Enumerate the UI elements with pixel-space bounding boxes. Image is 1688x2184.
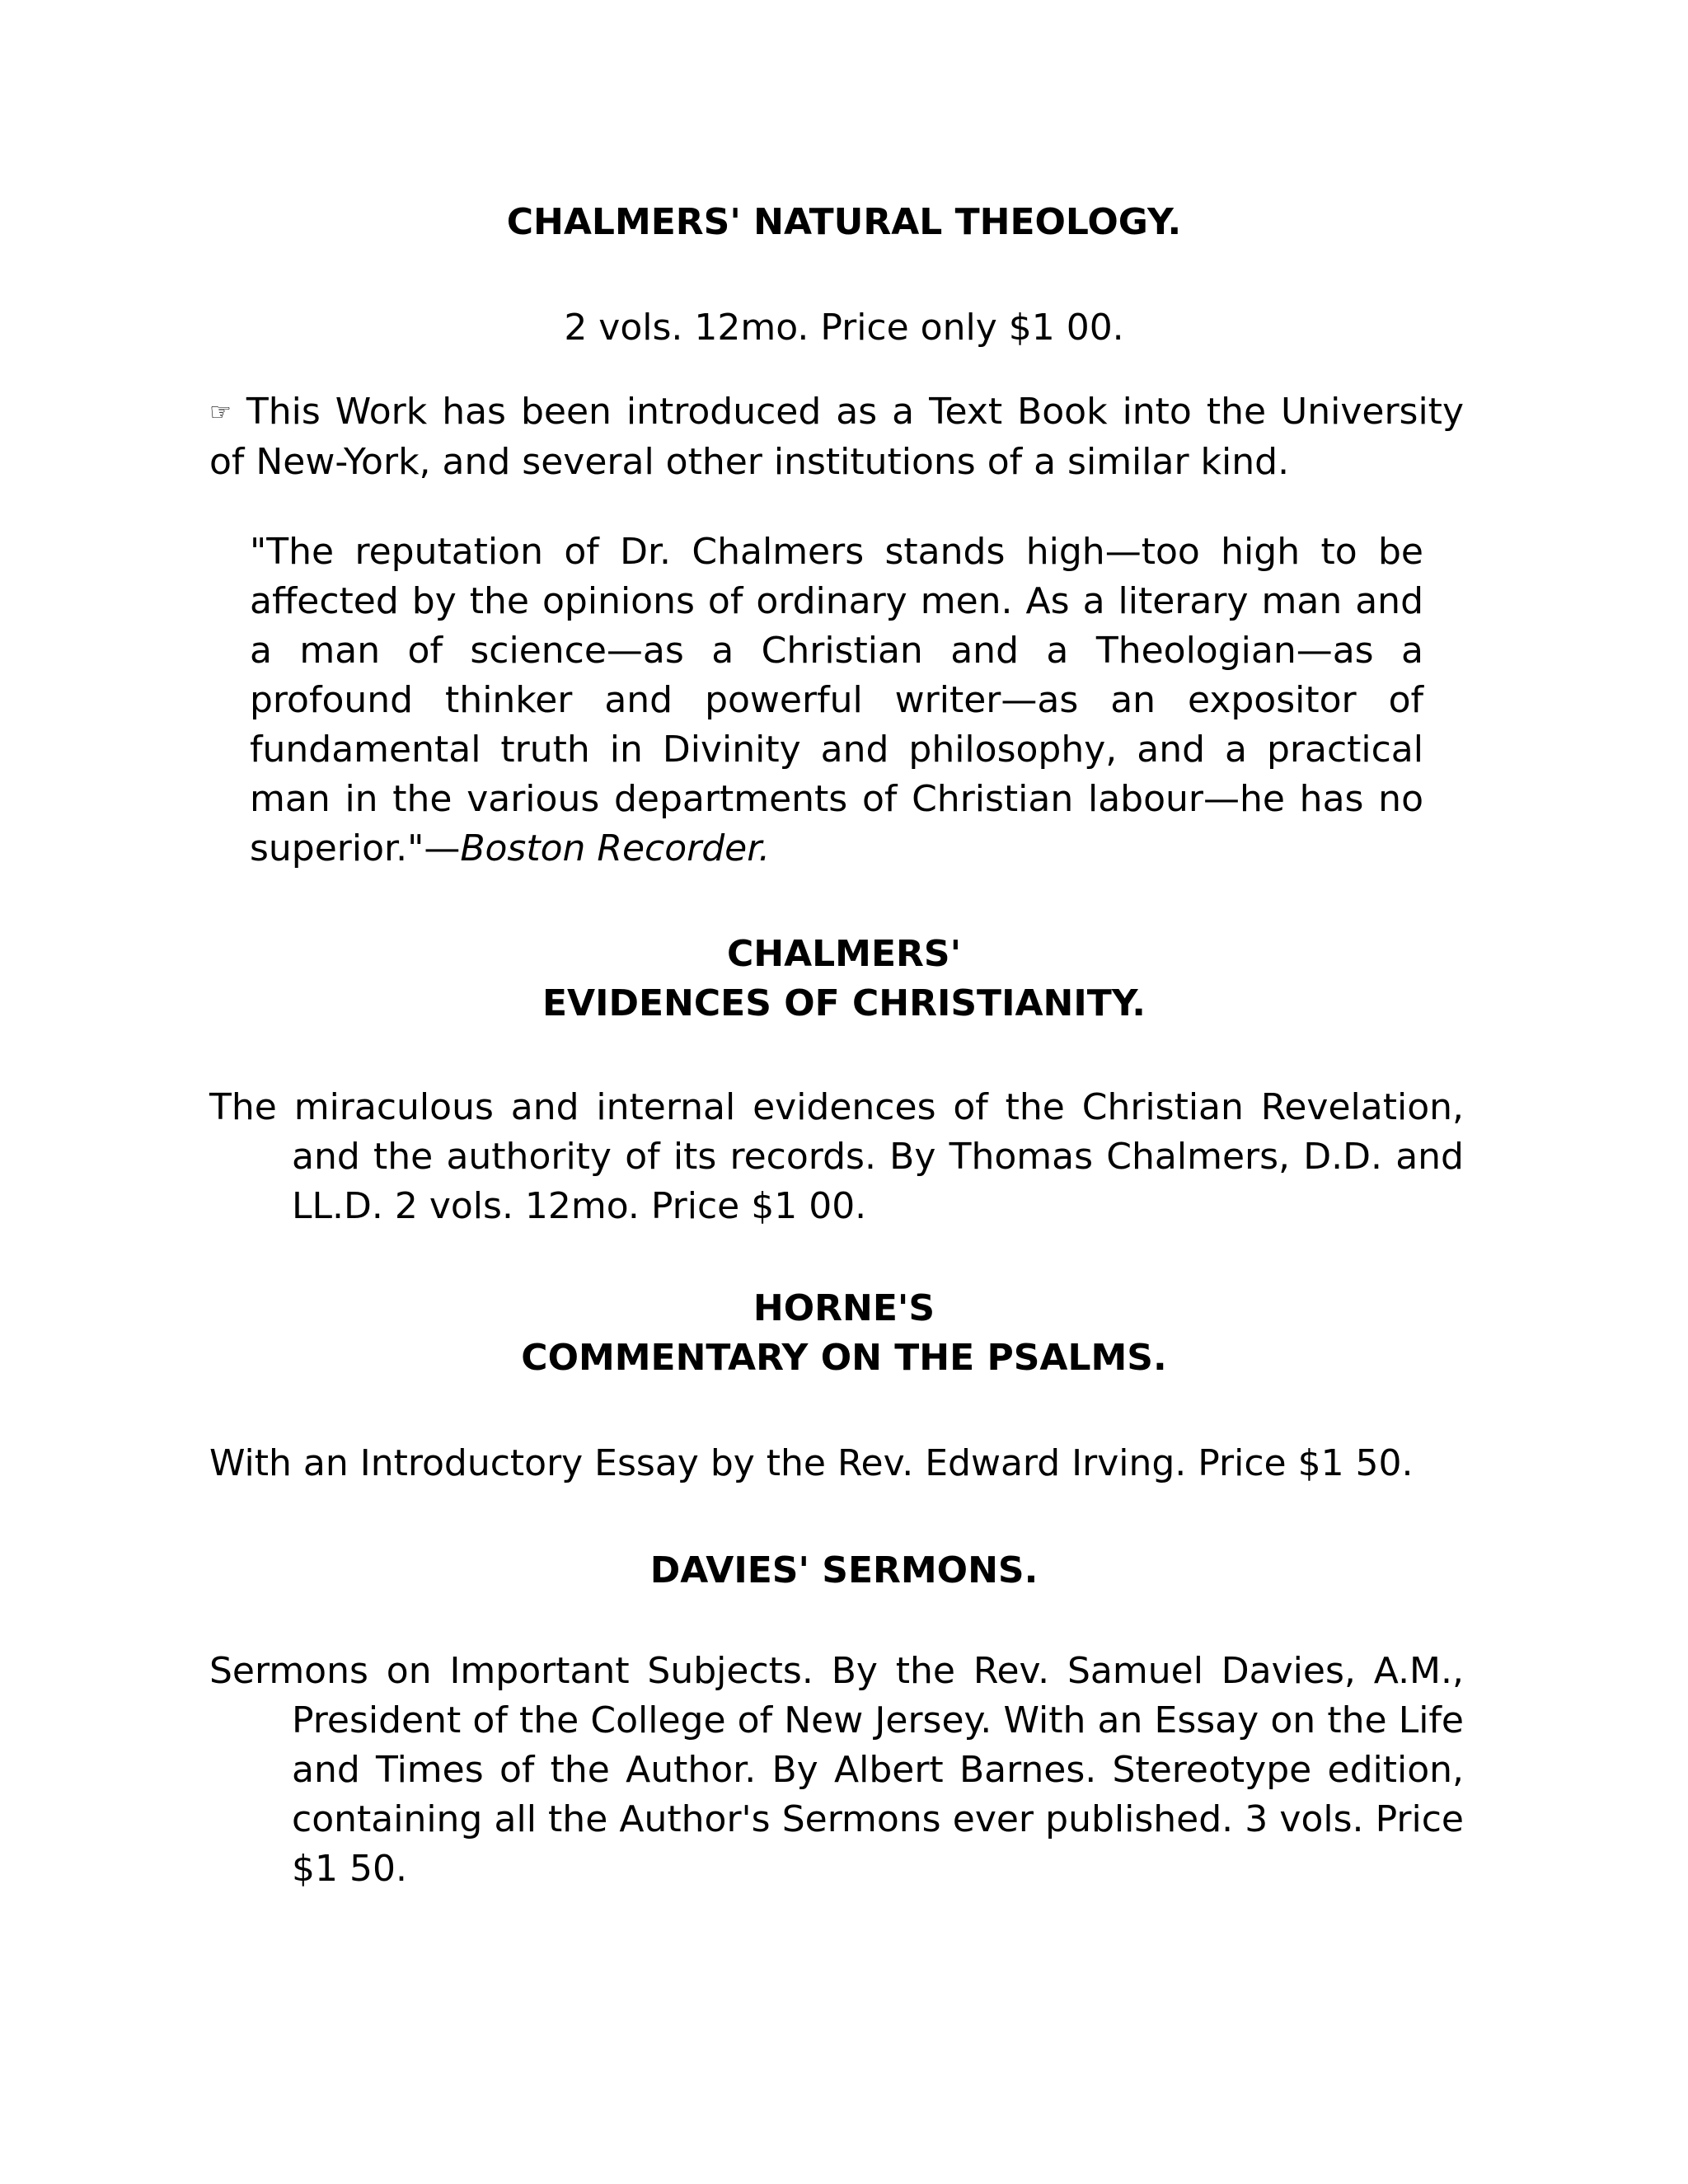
heading-commentary-psalms: COMMENTARY ON THE PSALMS. [521,1337,1167,1379]
description-evidences: The miraculous and internal evidences of the Christian Revelation, and the authority of its records. By Thomas Chalmers, D.D. and LL.D. 2 vols. 12mo. Price $1 00. [209,1086,1464,1227]
note-paragraph [209,387,1464,487]
description-commentary: With an Introductory Essay by the Rev. Edward Irving. Price $1 50. [209,1442,1414,1484]
pointing-hand-icon: ☞ [209,398,232,427]
price-line-natural-theology: 2 vols. 12mo. Price only $1 00. [564,307,1124,349]
note-text: This Work has been introduced as a Text Book into the University of New-York, and several other institutions of a similar kind. [209,391,1464,483]
heading-horne: HORNE'S [753,1287,935,1329]
heading-natural-theology: CHALMERS' NATURAL THEOLOGY. [506,201,1182,243]
description-sermons: Sermons on Important Subjects. By the Rev. Samuel Davies, A.M., President of the College of New Jersey. With an Essay on the Life and Times of the Author. By Albert Barnes. Stereotype edition, containing all the Author's Sermons ever published. 3 vols. Price $1 50. [209,1650,1464,1890]
heading-evidences: EVIDENCES OF CHRISTIANITY. [542,982,1146,1024]
review-quote [250,527,1423,874]
quote-source: Boston Recorder. [460,827,771,869]
heading-chalmers: CHALMERS' [726,933,962,975]
heading-davies-sermons: DAVIES' SERMONS. [649,1549,1039,1591]
quote-text: "The reputation of Dr. Chalmers stands high—too high to be affected by the opinions of ordinary men. As a literary man and a man of science—as a Christian and a Theologian—as a profound thinker and powerful writer—as an expositor of fundamental truth in Divinity and philosophy, and a practical man in the various departments of Christian labour—he has no superior."— [250,531,1423,869]
